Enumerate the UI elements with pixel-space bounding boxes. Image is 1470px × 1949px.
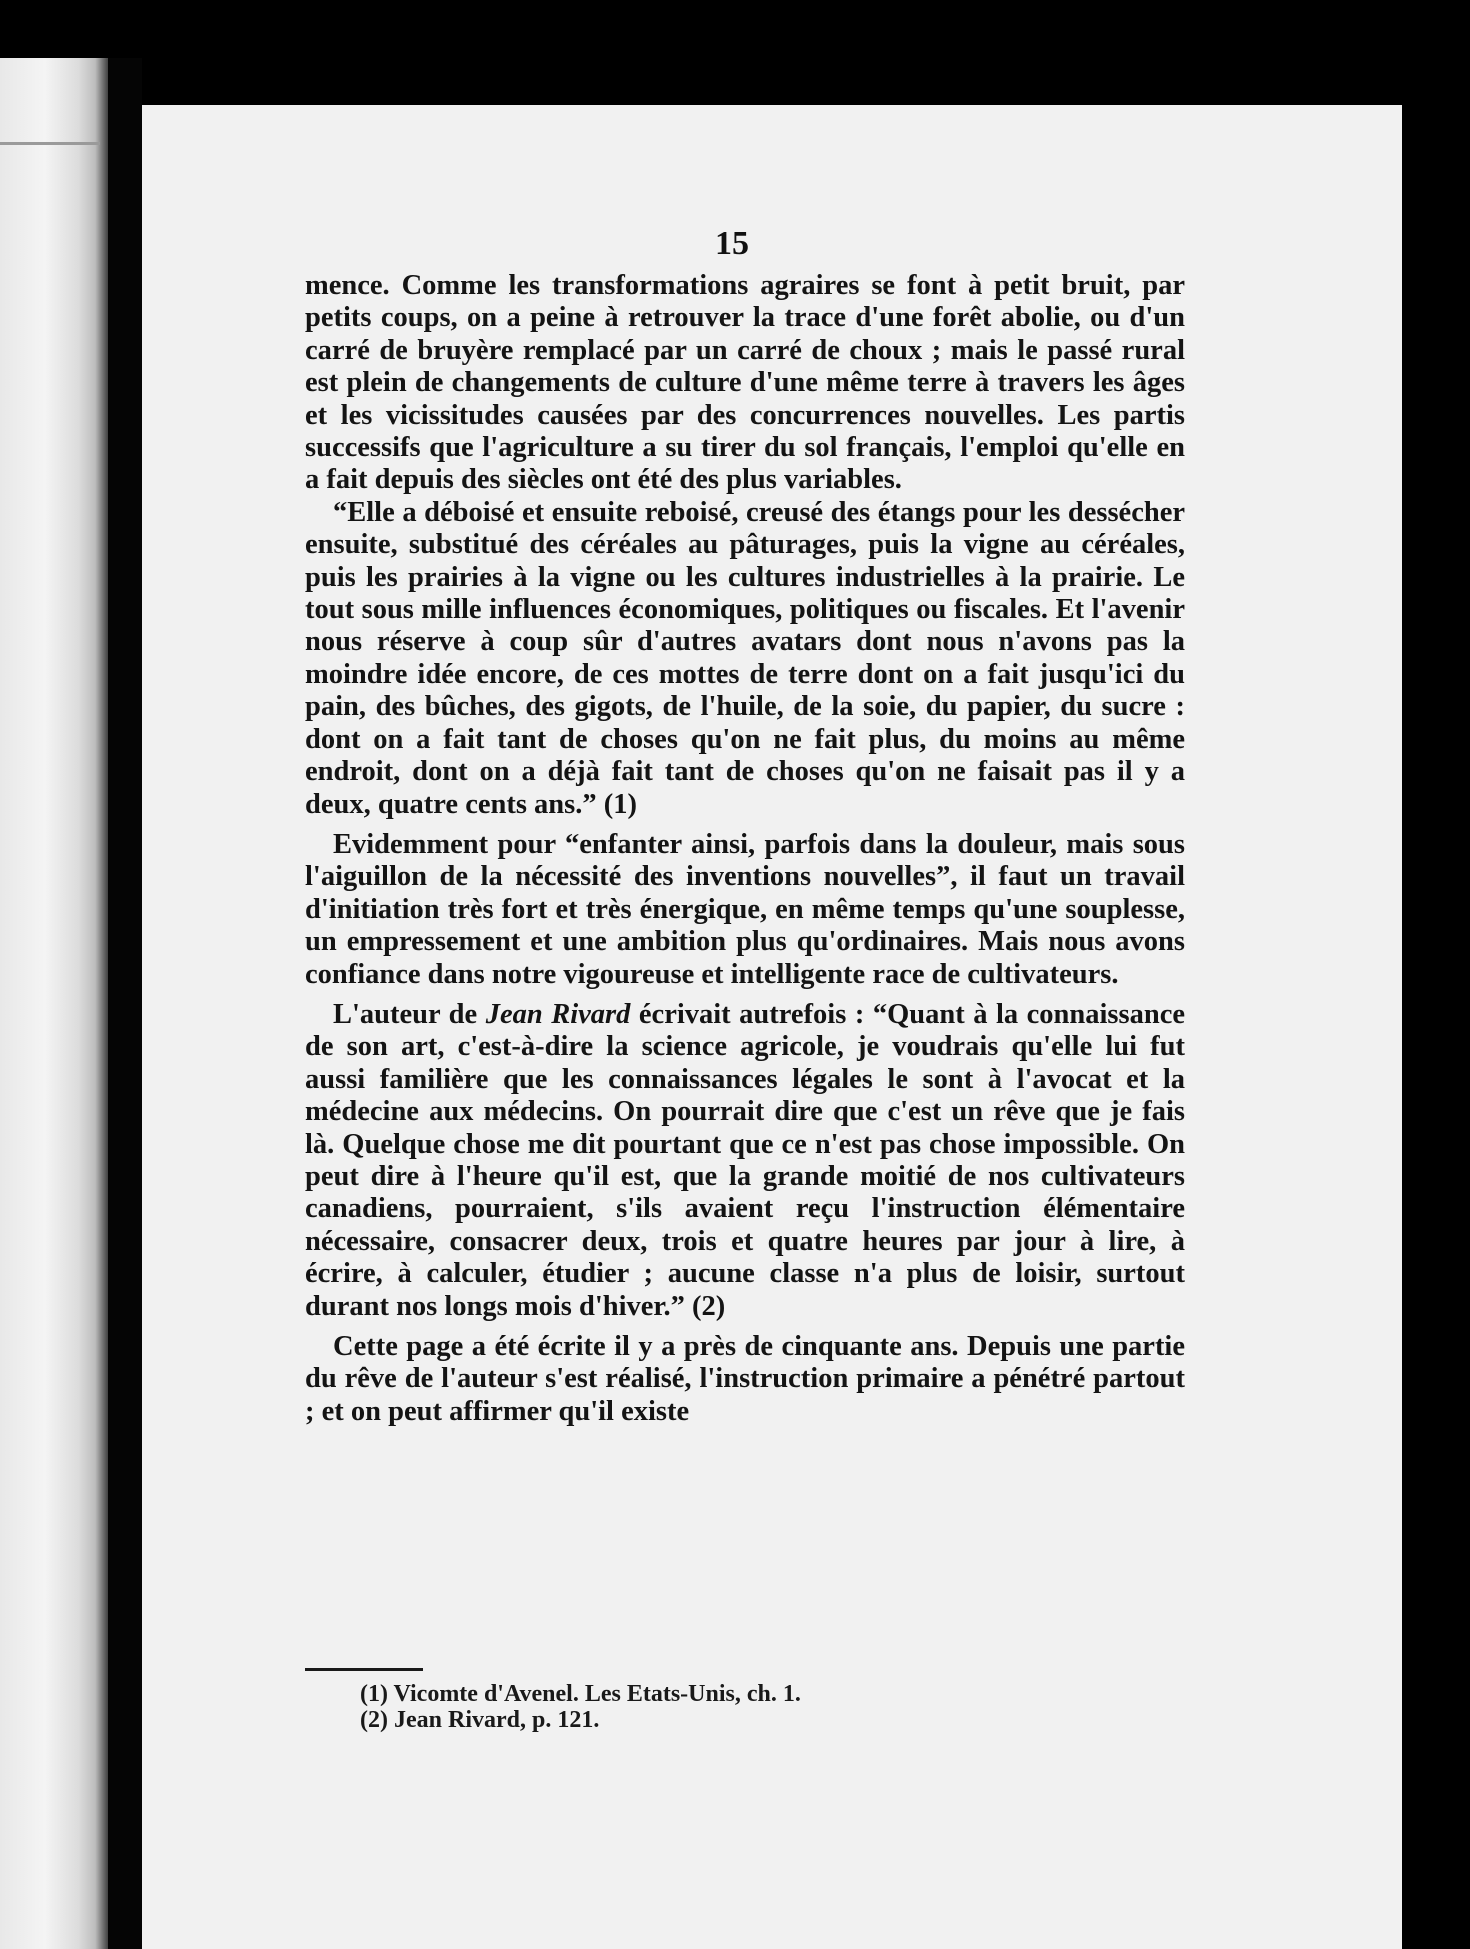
paragraph-2: “Elle a déboisé et ensuite reboisé, creusé des étangs pour les dessécher ensuite, substitué des céréales au pâturages, puis la vigne au céréales, puis les prairies à la vigne ou les cultures industrielles à la prairie. Le tout sous mille influences économiques, politiques ou fiscales. Et l'avenir nous réserve à coup sûr d'autres avatars dont nous n'avons pas la moindre idée encore, de ces mottes de terre dont on a fait jusqu'ici du pain, des bûches, des gigots, de l'huile, de la soie, du papier, du sucre : dont on a fait tant de choses qu'on ne fait plus, du moins au même endroit, dont on a déjà fait tant de choses qu'on ne faisait pas il y a deux, quatre cents ans.” (1) — [305, 496, 1185, 820]
body-text — [305, 270, 1185, 1428]
page-number: 15 — [715, 225, 749, 262]
footnote-2: (2) Jean Rivard, p. 121. — [360, 1707, 600, 1733]
footnote-1: (1) Vicomte d'Avenel. Les Etats-Unis, ch. 1. — [360, 1681, 801, 1707]
paragraph-1: mence. Comme les transformations agraires se font à petit bruit, par petits coups, on a peine à retrouver la trace d'une forêt abolie, ou d'un carré de bruyère remplacé par un carré de choux ; mais le passé rural est plein de changements de culture d'une même terre à travers les âges et les vicissitudes causées par des concurrences nouvelles. Les partis successifs que l'agriculture a su tirer du sol français, l'emploi qu'elle en a fait depuis des siècles ont été des plus variables. — [305, 270, 1185, 496]
paragraph-3: Evidemment pour “enfanter ainsi, parfois dans la douleur, mais sous l'aiguillon de la nécessité des inventions nouvelles”, il faut un travail d'initiation très fort et très énergique, en même temps qu'une souplesse, un empressement et une ambition plus qu'ordinaires. Mais nous avons confiance dans notre vigoureuse et intelligente race de cultivateurs. — [305, 828, 1185, 990]
book-spine — [108, 58, 142, 1949]
paragraph-4-rest: écrivait autrefois : “Quant à la connaissance de son art, c'est-à-dire la science agricole, je voudrais qu'elle lui fut aussi familière que les connaissances légales le sont à l'avocat et la médecine aux médecins. On pourrait dire que c'est un rêve que je fais là. Quelque chose me dit pourtant que ce n'est pas chose impossible. On peut dire à l'heure qu'il est, que la grande moitié de nos cultivateurs canadiens, pourraient, s'ils avaient reçu l'instruction élémentaire nécessaire, consacrer deux, trois et quatre heures par jour à lire, à écrire, à calculer, étudier ; aucune classe n'a plus de loisir, surtout durant nos longs mois d'hiver.” (2) — [305, 998, 1185, 1322]
book-title-jean-rivard: Jean Rivard — [485, 998, 631, 1030]
binding-edge — [0, 58, 112, 1949]
binding-rule — [0, 142, 100, 145]
footnotes — [360, 1681, 1060, 1733]
book-page — [142, 105, 1402, 1949]
paragraph-4-lead: L'auteur de — [333, 998, 486, 1030]
footnote-divider — [305, 1668, 423, 1671]
paragraph-4 — [305, 999, 1185, 1323]
paragraph-5: Cette page a été écrite il y a près de cinquante ans. Depuis une partie du rêve de l'auteur s'est réalisé, l'instruction primaire a pénétré partout ; et on peut affirmer qu'il existe — [305, 1331, 1185, 1427]
